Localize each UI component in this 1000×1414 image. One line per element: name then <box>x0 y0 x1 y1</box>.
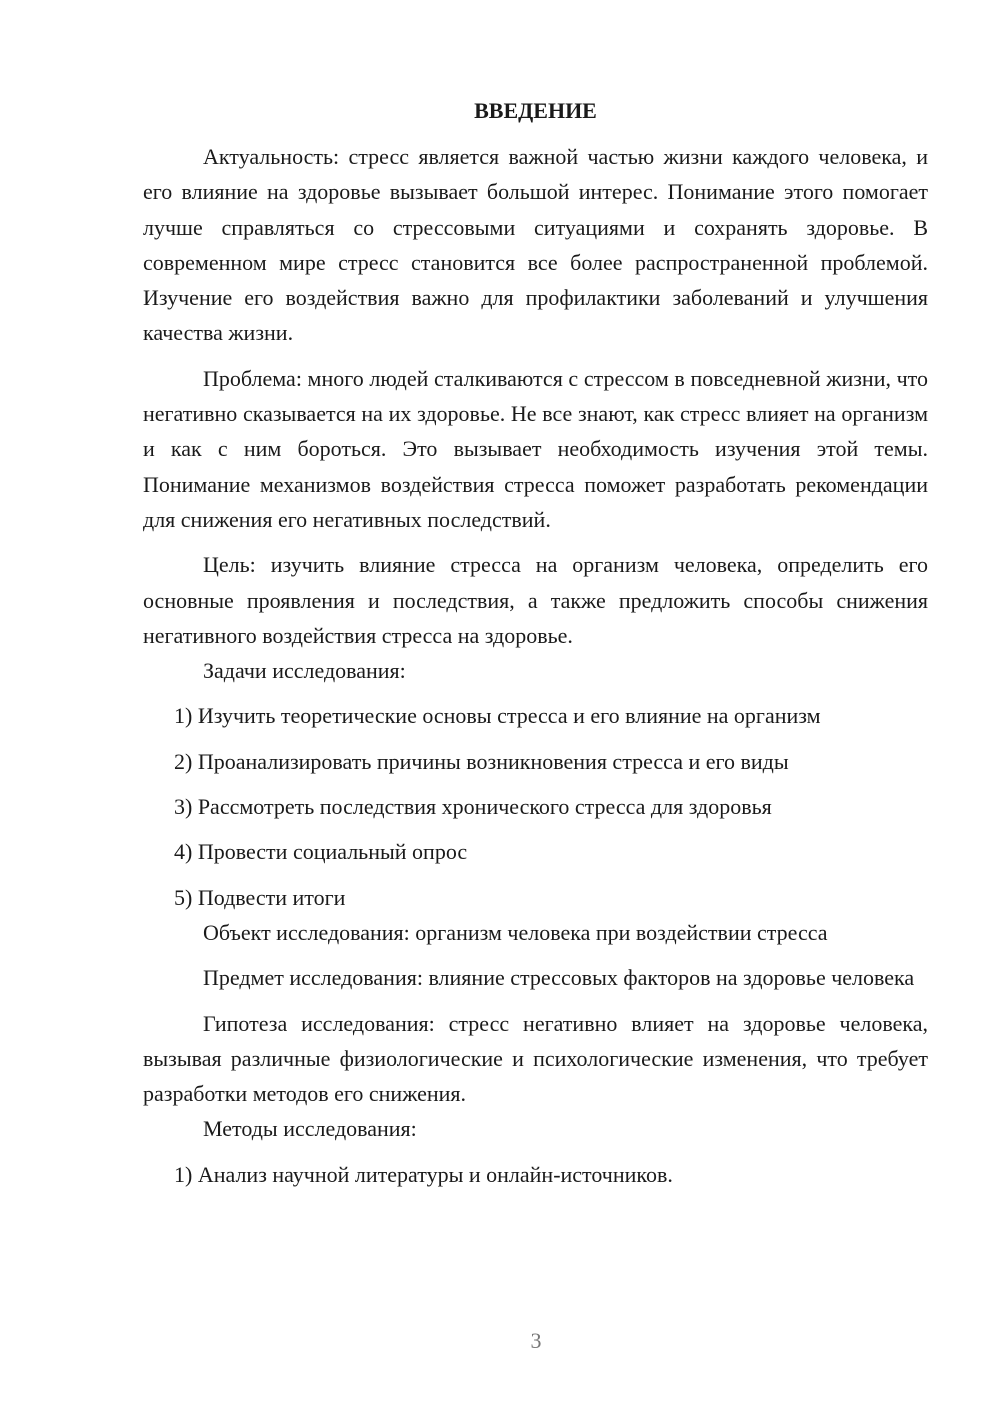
task-item-5: 5) Подвести итоги <box>174 884 346 910</box>
methods-heading: Методы исследования: <box>203 1116 417 1142</box>
paragraph-problem: Проблема: много людей сталкиваются с стрессом в повседневной жизни, что негативно сказывается на их здоровье. Не все знают, как стресс влияет на организм и как с ним бороться. Это вызывает необходимость изучения этой темы. Понимание механизмов воздействия стресса поможет разработать рекомендации для снижения его негативных последствий. <box>143 365 928 532</box>
paragraph-relevance: Актуальность: стресс является важной частью жизни каждого человека, и его влияние на здоровье вызывает большой интерес. Понимание этого помогает лучше справляться со стрессовыми ситуациями и сохранять здоровье. В современном мире стресс становится все более распространенной проблемой. Изучение его воздействия важно для профилактики заболеваний и улучшения качества жизни. <box>143 144 928 346</box>
task-item-4: 4) Провести социальный опрос <box>174 839 468 865</box>
tasks-heading: Задачи исследования: <box>203 658 406 684</box>
paragraph-hypothesis: Гипотеза исследования: стресс негативно влияет на здоровье человека, вызывая различные физиологические и психологические изменения, что требует разработки методов его снижения. <box>143 1010 928 1107</box>
task-item-2: 2) Проанализировать причины возникновения стресса и его виды <box>174 748 789 774</box>
paragraph-subject: Предмет исследования: влияние стрессовых факторов на здоровье человека <box>203 965 915 991</box>
task-item-1: 1) Изучить теоретические основы стресса и его влияние на организм <box>174 703 821 729</box>
method-item-1: 1) Анализ научной литературы и онлайн-источников. <box>174 1161 673 1187</box>
page-number: 3 <box>530 1328 542 1353</box>
page-title: ВВЕДЕНИЕ <box>474 98 597 123</box>
page-content <box>143 95 928 1192</box>
task-item-3: 3) Рассмотреть последствия хронического стресса для здоровья <box>174 794 772 820</box>
paragraph-goal: Цель: изучить влияние стресса на организм человека, определить его основные проявления и последствия, а также предложить способы снижения негативного воздействия стресса на здоровье. <box>143 552 928 648</box>
paragraph-object: Объект исследования: организм человека при воздействии стресса <box>203 919 828 945</box>
